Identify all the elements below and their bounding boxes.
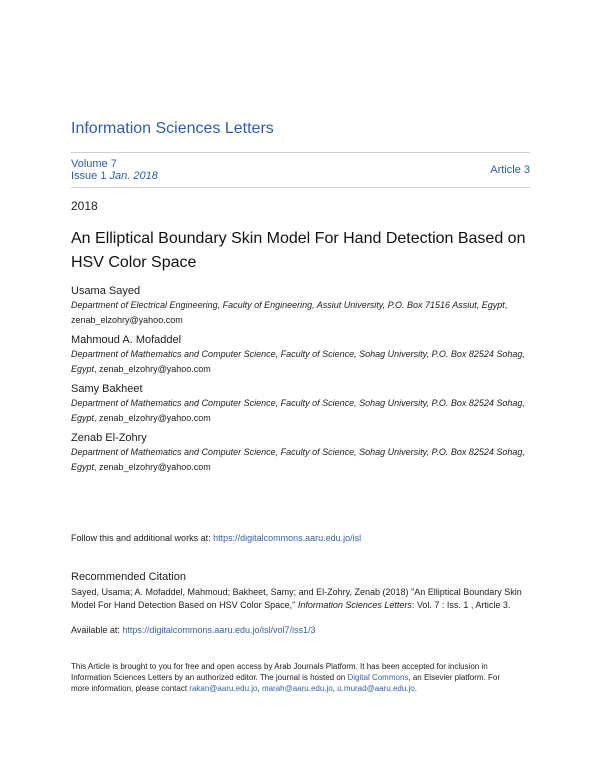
author-email: zenab_elzohry@yahoo.com (99, 364, 211, 374)
contact-email-link[interactable]: rakan@aaru.edu.jo (189, 684, 258, 693)
author-name: Mahmoud A. Mofaddel (71, 334, 182, 346)
author-block (71, 382, 531, 426)
volume-link[interactable]: Volume 7 (71, 158, 117, 170)
author-email: zenab_elzohry@yahoo.com (99, 413, 211, 423)
citation-link[interactable]: https://digitalcommons.aaru.edu.jo/isl/vol7/iss1/3 (122, 625, 316, 635)
author-name: Usama Sayed (71, 285, 141, 297)
volume-divider (71, 187, 530, 188)
contact-email-link[interactable]: marah@aaru.edu.jo (261, 684, 333, 693)
author-name: Samy Bakheet (71, 383, 143, 395)
digital-commons-link[interactable]: Digital Commons (347, 673, 409, 682)
contact-email-link[interactable]: u.murad@aaru.edu.jo (337, 684, 415, 693)
recommended-citation-heading: Recommended Citation (71, 571, 186, 583)
header-divider (71, 152, 530, 153)
article-link[interactable]: Article 3 (490, 164, 530, 176)
access-notice: This Article is brought to you for free and open access by Arab Journals Platform. It has been accepted for inclusion in Information Sciences Letters by an authorized editor. The journal is hosted on Digital Commons, an Elsevier platform. For more information, please contact rakan@aaru.edu.jo, marah@aaru.edu.jo, u.murad@aaru.edu.jo. (71, 662, 500, 693)
author-name: Zenab El-Zohry (71, 432, 147, 444)
paper-title: An Elliptical Boundary Skin Model For Hand Detection Based on HSV Color Space (71, 230, 526, 271)
volume-issue-block (71, 158, 158, 182)
follow-link[interactable]: https://digitalcommons.aaru.edu.jo/isl (213, 533, 362, 543)
author-affiliation: Department of Mathematics and Computer Science, Faculty of Science, Sohag University, P.O. Box 82524 Sohag, Egypt, zenab_elzohry@yahoo.com (71, 398, 525, 423)
author-email: zenab_elzohry@yahoo.com (71, 315, 183, 325)
author-block (71, 284, 531, 328)
author-block (71, 431, 531, 475)
available-at-line: Available at: https://digitalcommons.aaru.edu.jo/isl/vol7/iss1/3 (71, 625, 316, 635)
author-affiliation: Department of Mathematics and Computer Science, Faculty of Science, Sohag University, P.O. Box 82524 Sohag, Egypt, zenab_elzohry@yahoo.com (71, 447, 525, 472)
follow-line: Follow this and additional works at: https://digitalcommons.aaru.edu.jo/isl (71, 533, 362, 543)
journal-title[interactable]: Information Sciences Letters (71, 120, 274, 137)
author-email: zenab_elzohry@yahoo.com (99, 462, 211, 472)
author-affiliation: Department of Mathematics and Computer Science, Faculty of Science, Sohag University, P.O. Box 82524 Sohag, Egypt, zenab_elzohry@yahoo.com (71, 349, 525, 374)
issue-link[interactable]: Issue 1 (71, 170, 107, 182)
author-block (71, 333, 531, 377)
citation-text: Sayed, Usama; A. Mofaddel, Mahmoud; Bakheet, Samy; and El-Zohry, Zenab (2018) "An Elliptical Boundary Skin Model For Hand Detection Based on HSV Color Space," Information Sciences Letters: Vol. 7 : Iss. 1 , Article 3. (71, 587, 522, 610)
citation-journal: Information Sciences Letters (297, 600, 412, 610)
issue-date: Jan. 2018 (109, 170, 158, 182)
author-affiliation: Department of Electrical Engineering, Faculty of Engineering, Assiut University, P.O. Box 71516 Assiut, Egypt, zenab_elzohry@yahoo.com (71, 300, 508, 325)
publication-year: 2018 (71, 199, 98, 213)
